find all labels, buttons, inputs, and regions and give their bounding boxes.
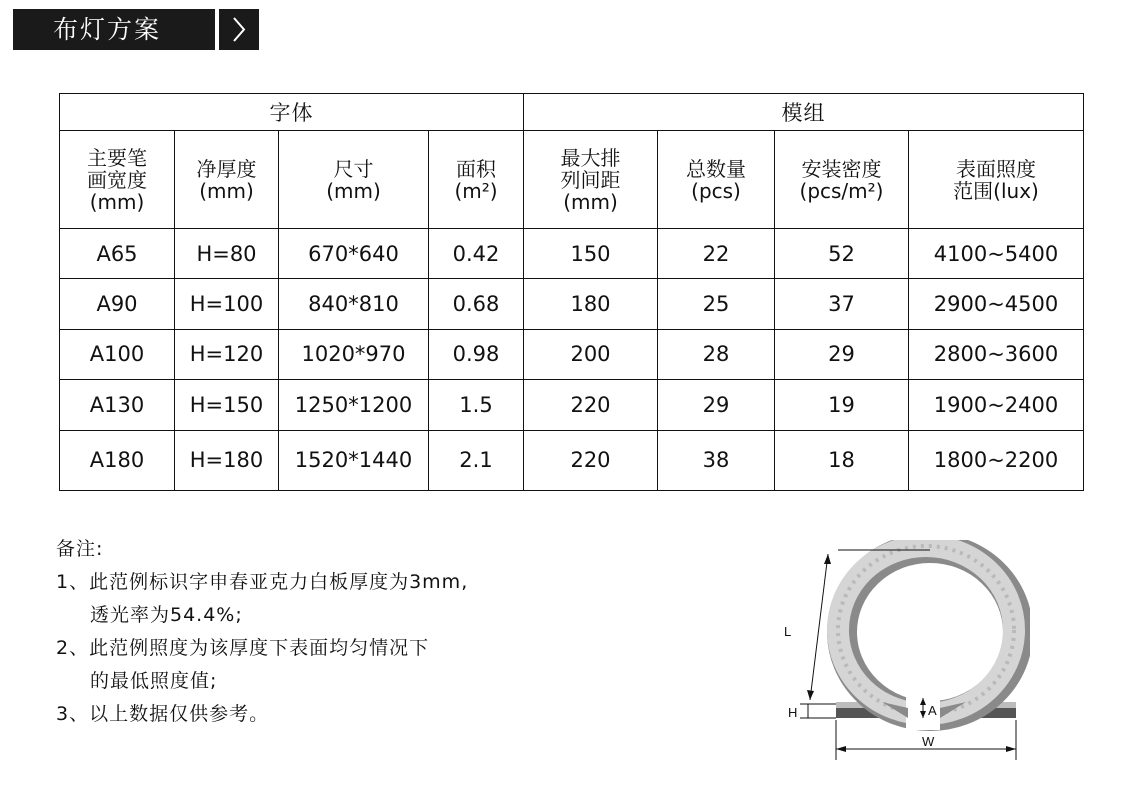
lighting-spec-table xyxy=(59,93,1084,491)
section-title-text: 布灯方案 xyxy=(53,15,162,44)
table-row xyxy=(60,380,1084,430)
table-cell: 1520*1440 xyxy=(279,430,429,491)
table-cell: 2800~3600 xyxy=(909,329,1084,379)
note-line: 1、此范例标识字申春亚克力白板厚度为3mm, xyxy=(56,571,469,593)
table-cell: A130 xyxy=(60,380,175,430)
chevron-right-icon xyxy=(219,9,259,50)
table-cell: 1900~2400 xyxy=(909,380,1084,430)
length-label: L xyxy=(784,624,792,639)
table-cell: H=80 xyxy=(175,229,279,279)
height-label: H xyxy=(788,705,798,720)
note-line: 的最低照度值; xyxy=(90,670,218,692)
table-cell: 840*810 xyxy=(279,279,429,329)
table-row xyxy=(60,430,1084,491)
table-cell: 38 xyxy=(658,430,775,491)
col-header-area: 面积 (m²) xyxy=(429,131,524,229)
table-cell: A65 xyxy=(60,229,175,279)
table-cell: H=100 xyxy=(175,279,279,329)
note-line: 2、此范例照度为该厚度下表面均匀情况下 xyxy=(56,637,430,659)
table-row xyxy=(60,229,1084,279)
col-header-thickness: 净厚度 (mm) xyxy=(175,131,279,229)
notes-section xyxy=(56,533,616,731)
table-cell: 37 xyxy=(775,279,909,329)
table-cell: H=120 xyxy=(175,329,279,379)
group-header-module: 模组 xyxy=(524,94,1084,131)
table-cell: 29 xyxy=(775,329,909,379)
note-line: 3、以上数据仅供参考。 xyxy=(56,703,270,725)
table-cell: 0.98 xyxy=(429,329,524,379)
table-cell: 19 xyxy=(775,380,909,430)
table-cell: 18 xyxy=(775,430,909,491)
table-row xyxy=(60,279,1084,329)
col-header-stroke-width: 主要笔 画宽度 (mm) xyxy=(60,131,175,229)
table-cell: 1800~2200 xyxy=(909,430,1084,491)
table-cell: 0.68 xyxy=(429,279,524,329)
table-cell: 22 xyxy=(658,229,775,279)
col-header-max-spacing: 最大排 列间距 (mm) xyxy=(524,131,658,229)
table-cell: 1250*1200 xyxy=(279,380,429,430)
table-cell: 200 xyxy=(524,329,658,379)
module-profile-diagram xyxy=(770,540,1030,776)
table-cell: A100 xyxy=(60,329,175,379)
table-cell: 150 xyxy=(524,229,658,279)
group-header-font: 字体 xyxy=(60,94,524,131)
table-cell: 52 xyxy=(775,229,909,279)
col-header-quantity: 总数量 (pcs) xyxy=(658,131,775,229)
note-line: 透光率为54.4%; xyxy=(90,604,243,626)
section-title xyxy=(13,9,215,50)
table-cell: 29 xyxy=(658,380,775,430)
table-cell: 1.5 xyxy=(429,380,524,430)
table-cell: A180 xyxy=(60,430,175,491)
table-cell: 2.1 xyxy=(429,430,524,491)
notes-heading: 备注: xyxy=(56,538,104,560)
table-cell: 180 xyxy=(524,279,658,329)
table-row xyxy=(60,329,1084,379)
table-cell: 670*640 xyxy=(279,229,429,279)
col-header-size: 尺寸 (mm) xyxy=(279,131,429,229)
col-header-illuminance: 表面照度 范围(lux) xyxy=(909,131,1084,229)
table-cell: H=180 xyxy=(175,430,279,491)
table-cell: 0.42 xyxy=(429,229,524,279)
table-cell: 28 xyxy=(658,329,775,379)
table-cell: H=150 xyxy=(175,380,279,430)
table-cell: 1020*970 xyxy=(279,329,429,379)
table-cell: A90 xyxy=(60,279,175,329)
table-cell: 220 xyxy=(524,430,658,491)
table-cell: 25 xyxy=(658,279,775,329)
width-label: W xyxy=(922,734,935,749)
table-cell: 220 xyxy=(524,380,658,430)
table-cell: 2900~4500 xyxy=(909,279,1084,329)
stroke-width-label: A xyxy=(928,703,937,718)
table-cell: 4100~5400 xyxy=(909,229,1084,279)
col-header-density: 安装密度 (pcs/m²) xyxy=(775,131,909,229)
